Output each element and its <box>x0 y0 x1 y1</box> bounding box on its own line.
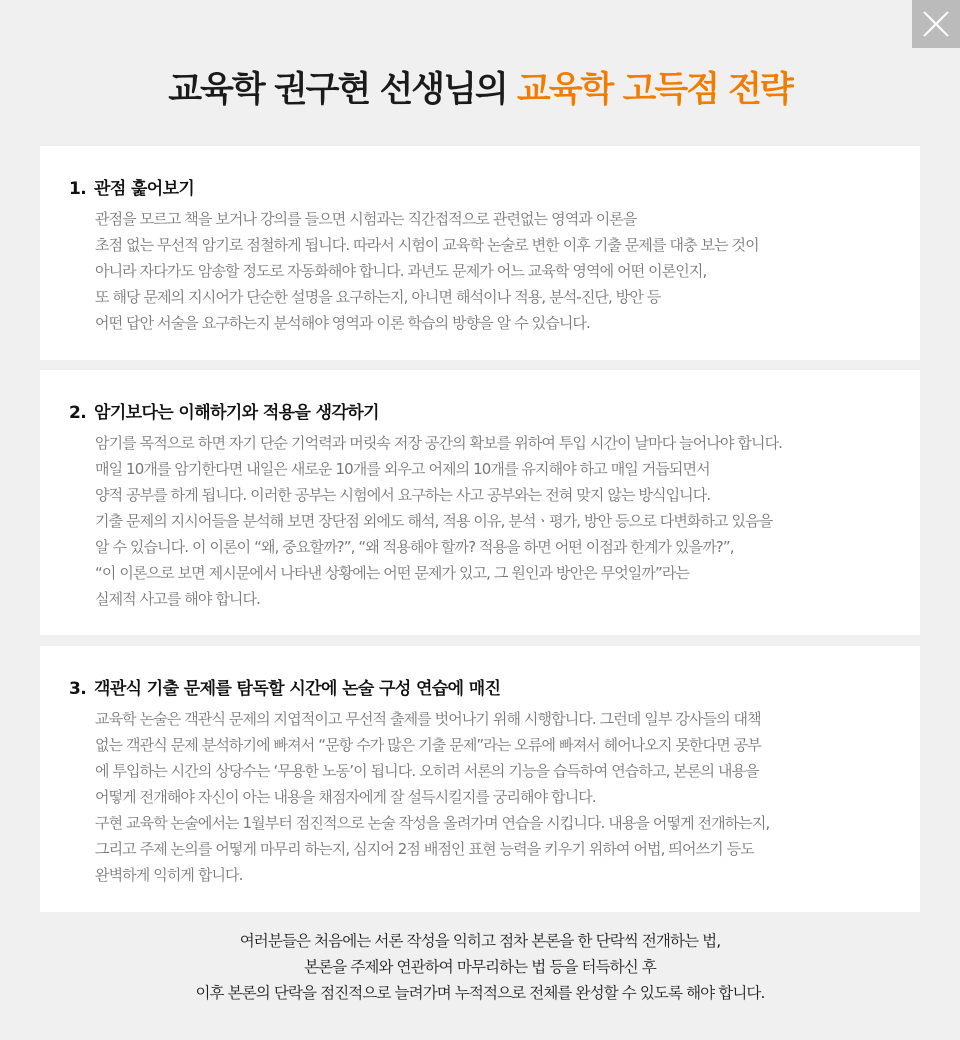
body-line: 또 해당 문제의 지시어가 단순한 설명을 요구하는지, 아니면 해석이나 적용, 분석-진단, 방안 등 <box>95 288 661 306</box>
body-line: 그리고 주제 논의를 어떻게 마무리 하는지, 심지어 2점 배점인 표현 능력을 키우기 위하여 어법, 띄어쓰기 등도 <box>95 840 754 858</box>
card-title: 객관식 기출 문제를 탐독할 시간에 논술 구성 연습에 매진 <box>94 679 501 699</box>
closing-text <box>0 928 960 1006</box>
body-line: 교육학 논술은 객관식 문제의 지엽적이고 무선적 출제를 벗어나기 위해 시행합니다. 그런데 일부 강사들의 대책 <box>95 710 761 728</box>
card-body <box>95 206 905 336</box>
card-number: 2. <box>69 403 87 423</box>
card-number: 3. <box>69 679 87 699</box>
body-line: 기출 문제의 지시어들을 분석해 보면 장단점 외에도 해석, 적용 이유, 분석ㆍ평가, 방안 등으로 다변화하고 있음을 <box>95 512 773 530</box>
card-body <box>95 430 905 612</box>
card-heading <box>69 398 379 423</box>
strategy-card-1 <box>40 146 920 360</box>
card-number: 1. <box>69 179 87 199</box>
closing-line: 이후 본론의 단락을 점진적으로 늘려가며 누적적으로 전체를 완성할 수 있도록 해야 합니다. <box>195 984 765 1002</box>
card-heading <box>69 674 500 699</box>
body-line: 매일 10개를 암기한다면 내일은 새로운 10개를 외우고 어제의 10개를 유지해야 하고 매일 거듭되면서 <box>95 460 710 478</box>
body-line: 없는 객관식 문제 분석하기에 빠져서 “문항 수가 많은 기출 문제”라는 오류에 빠져서 헤어나오지 못한다면 공부 <box>95 736 761 754</box>
card-title: 관점 훑어보기 <box>94 179 195 199</box>
strategy-card-2 <box>40 370 920 635</box>
body-line: 암기를 목적으로 하면 자기 단순 기억력과 머릿속 저장 공간의 확보를 위하여 투입 시간이 날마다 늘어나야 합니다. <box>95 434 783 452</box>
card-heading <box>69 174 194 199</box>
body-line: 구현 교육학 논술에서는 1월부터 점진적으로 논술 작성을 올려가며 연습을 시킵니다. 내용을 어떻게 전개하는지, <box>95 814 770 832</box>
body-line: 완벽하게 익히게 합니다. <box>95 866 243 884</box>
body-line: 관점을 모르고 책을 보거나 강의를 들으면 시험과는 직간접적으로 관련없는 영역과 이론을 <box>95 210 637 228</box>
body-line: 아니라 자다가도 암송할 정도로 자동화해야 합니다. 과년도 문제가 어느 교육학 영역에 어떤 이론인지, <box>95 262 707 280</box>
close-button[interactable] <box>912 0 960 48</box>
body-line: 어떻게 전개해야 자신이 아는 내용을 채점자에게 잘 설득시킬지를 궁리해야 합니다. <box>95 788 596 806</box>
body-line: 초점 없는 무선적 암기로 점철하게 됩니다. 따라서 시험이 교육학 논술로 변한 이후 기출 문제를 대충 보는 것이 <box>95 236 759 254</box>
card-title: 암기보다는 이해하기와 적용을 생각하기 <box>94 403 379 423</box>
title-prefix: 교육학 권구현 선생님의 <box>168 70 507 110</box>
body-line: 양적 공부를 하게 됩니다. 이러한 공부는 시험에서 요구하는 사고 공부와는 전혀 맞지 않는 방식입니다. <box>95 486 711 504</box>
closing-line: 여러분들은 처음에는 서론 작성을 익히고 점차 본론을 한 단락씩 전개하는 법, <box>239 932 721 950</box>
card-body <box>95 706 905 888</box>
body-line: “이 이론으로 보면 제시문에서 나타낸 상황에는 어떤 문제가 있고, 그 원인과 방안은 무엇일까”라는 <box>95 564 690 582</box>
closing-line: 본론을 주제와 연관하여 마무리하는 법 등을 터득하신 후 <box>304 958 656 976</box>
close-icon <box>912 0 960 48</box>
body-line: 어떤 답안 서술을 요구하는지 분석해야 영역과 이론 학습의 방향을 알 수 있습니다. <box>95 314 590 332</box>
title-highlight: 교육학 고득점 전략 <box>516 70 792 110</box>
body-line: 실제적 사고를 해야 합니다. <box>95 590 260 608</box>
body-line: 에 투입하는 시간의 상당수는 ‘무용한 노동’이 됩니다. 오히려 서론의 기능을 습득하여 연습하고, 본론의 내용을 <box>95 762 759 780</box>
body-line: 알 수 있습니다. 이 이론이 “왜, 중요할까?”, “왜 적용해야 할까? 적용을 하면 어떤 이점과 한계가 있을까?”, <box>95 538 734 556</box>
page-title <box>0 62 960 112</box>
strategy-card-3 <box>40 646 920 912</box>
